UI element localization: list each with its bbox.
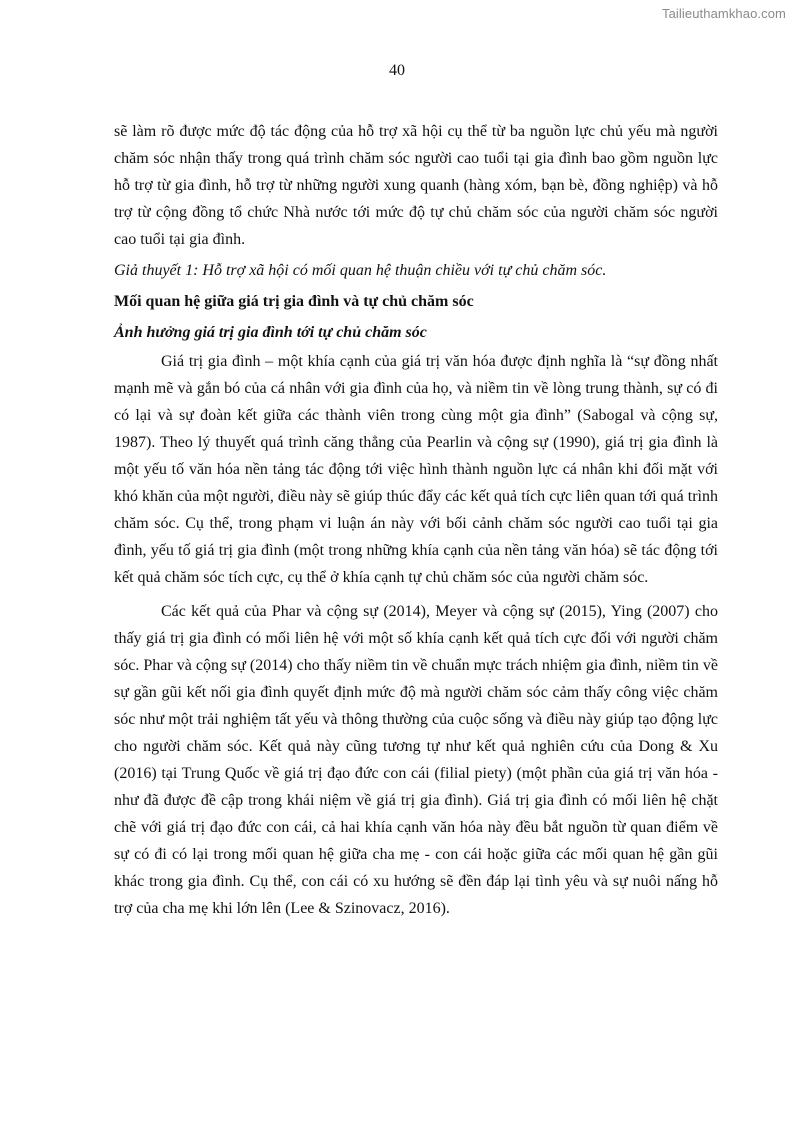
document-body <box>114 118 718 922</box>
page-number: 40 <box>389 62 405 79</box>
body-paragraph-1: Giá trị gia đình – một khía cạnh của giá trị văn hóa được định nghĩa là “sự đồng nhất mạnh mẽ và gắn bó của cá nhân với gia đình của họ, và niềm tin về lòng trung thành, sự có đi có lại và sự đoàn kết giữa các thành viên trong cùng một gia đình” (Sabogal và cộng sự, 1987). Theo lý thuyết quá trình căng thẳng của Pearlin và cộng sự (1990), giá trị gia đình là một yếu tố văn hóa nền tảng tác động tới việc hình thành nguồn lực cá nhân khi đối mặt với khó khăn của một người, điều này sẽ giúp thúc đẩy các kết quả tích cực liên quan tới quá trình chăm sóc. Cụ thể, trong phạm vi luận án này với bối cảnh chăm sóc người cao tuổi tại gia đình, yếu tố giá trị gia đình (một trong những khía cạnh của nền tảng văn hóa) sẽ tác động tới kết quả chăm sóc tích cực, cụ thể ở khía cạnh tự chủ chăm sóc của người chăm sóc. <box>114 353 718 586</box>
section-heading: Mối quan hệ giữa giá trị gia đình và tự chủ chăm sóc <box>114 293 474 310</box>
subsection-heading: Ảnh hưởng giá trị gia đình tới tự chủ chăm sóc <box>114 324 427 341</box>
body-paragraph-2: Các kết quả của Phar và cộng sự (2014), Meyer và cộng sự (2015), Ying (2007) cho thấy giá trị gia đình có mối liên hệ với một số khía cạnh kết quả tích cực đối với người chăm sóc. Phar và cộng sự (2014) cho thấy niềm tin về chuẩn mực trách nhiệm gia đình, niềm tin về sự gần gũi kết nối gia đình quyết định mức độ mà người chăm sóc cảm thấy công việc chăm sóc như một trải nghiệm tất yếu và thông thường của cuộc sống và điều này giúp tạo động lực cho người chăm sóc. Kết quả này cũng tương tự như kết quả nghiên cứu của Dong & Xu (2016) tại Trung Quốc về giá trị đạo đức con cái (filial piety) (một phần của giá trị văn hóa - như đã được đề cập trong khái niệm về giá trị gia đình). Giá trị gia đình có mối liên hệ chặt chẽ với giá trị đạo đức con cái, cả hai khía cạnh văn hóa này đều bắt nguồn từ quan điểm về sự có đi có lại trong mối quan hệ giữa cha mẹ - con cái hoặc giữa các mối quan hệ gần gũi khác trong gia đình. Cụ thể, con cái có xu hướng sẽ đền đáp lại tình yêu và sự nuôi nấng hỗ trợ của cha mẹ khi lớn lên (Lee & Szinovacz, 2016). <box>114 603 718 917</box>
intro-paragraph: sẽ làm rõ được mức độ tác động của hỗ trợ xã hội cụ thể từ ba nguồn lực chủ yếu mà người chăm sóc nhận thấy trong quá trình chăm sóc người cao tuổi tại gia đình bao gồm nguồn lực hỗ trợ từ gia đình, hỗ trợ từ những người xung quanh (hàng xóm, bạn bè, đồng nghiệp) và hỗ trợ từ cộng đồng tổ chức Nhà nước tới mức độ tự chủ chăm sóc của người chăm sóc người cao tuổi tại gia đình. <box>114 123 718 248</box>
hypothesis-statement: Giả thuyết 1: Hỗ trợ xã hội có mối quan hệ thuận chiều với tự chủ chăm sóc. <box>114 262 607 279</box>
watermark-text: Tailieuthamkhao.com <box>661 6 786 21</box>
